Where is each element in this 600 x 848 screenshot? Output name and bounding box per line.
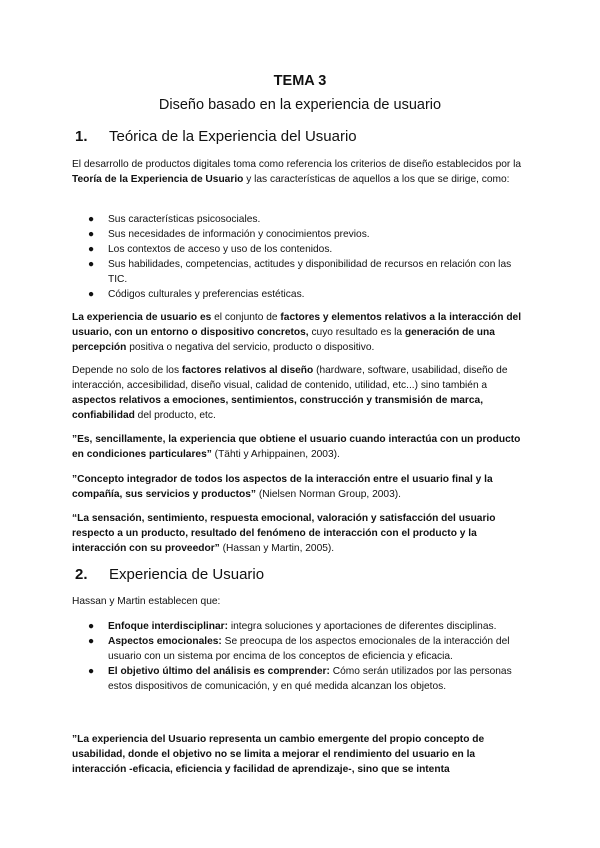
section-1-title: Teórica de la Experiencia del Usuario [109, 128, 357, 145]
closing-quote: ”La experiencia del Usuario representa un cambio emergente del propio concepto de usabilidad, donde el objetivo no se limita a mejorar el rendimiento del usuario en la interacción -eficacia, eficiencia y facilidad de aprendizaje-, sino que se intenta [72, 734, 485, 775]
list-item [72, 257, 522, 287]
section-2-title: Experiencia de Usuario [109, 566, 265, 583]
section-1-intro [72, 157, 522, 187]
bullet-icon: ● [88, 636, 95, 647]
list-item [72, 227, 522, 242]
plain-text: Depende no solo de los [72, 365, 182, 376]
bold-text: factores relativos al diseño [181, 365, 314, 376]
intro-text-1: El desarrollo de productos digitales toma como referencia los criterios de diseño establecidos por la [72, 159, 522, 170]
quote-nielsen [72, 472, 522, 502]
bullet-icon: ● [88, 289, 95, 300]
list-item-text: Sus habilidades, competencias, actitudes y disponibilidad de recursos en relación con las TIC. [108, 259, 512, 285]
bullet-icon: ● [88, 621, 95, 632]
plain-text: (hardware, software, usabilidad, diseño de interacción, accesibilidad, diseño visual, calidad de contenido, utilidad, etc...) sino también a [72, 365, 508, 391]
bold-text: generación de una percepción [72, 327, 495, 353]
list-item [72, 634, 522, 664]
quote-text: “La sensación, sentimiento, respuesta emocional, valoración y satisfacción del usuario respecto a un producto, resultado del fenómeno de interacción con el producto y la interacción con su proveedor” [72, 513, 496, 554]
document-title: TEMA 3 [273, 73, 327, 89]
section-1-bullet-list [72, 212, 522, 302]
list-item [72, 619, 522, 634]
list-item-text: Sus necesidades de información y conocimientos previos. [108, 229, 370, 240]
bullet-icon: ● [88, 259, 95, 270]
plain-text: del producto, etc. [134, 410, 216, 421]
list-item-bold: El objetivo último del análisis es comprender: [108, 666, 330, 677]
quote-hassan [72, 511, 522, 556]
list-item-bold: Enfoque interdisciplinar: [108, 621, 228, 632]
intro-text-2: y las características de aquellos a los que se dirige, como: [243, 174, 510, 185]
plain-text: el conjunto de [211, 312, 281, 323]
section-1-heading [75, 128, 357, 145]
plain-text: cuyo resultado es la [308, 327, 405, 338]
ux-definition-paragraph [72, 310, 522, 355]
list-item [72, 287, 522, 302]
bullet-icon: ● [88, 666, 95, 677]
list-item [72, 664, 522, 694]
bold-text: factores y elementos relativos a la interacción del usuario, con un entorno o dispositivo concretos, [72, 312, 522, 338]
bold-text: La experiencia de usuario es [72, 312, 212, 323]
list-item-text: Los contextos de acceso y uso de los contenidos. [108, 244, 333, 255]
section-2-heading [75, 566, 264, 583]
list-item [72, 212, 522, 227]
list-item-text: Códigos culturales y preferencias estéticas. [108, 289, 305, 300]
quote-text: ”Es, sencillamente, la experiencia que obtiene el usuario cuando interactúa con un producto en condiciones particulares” [72, 434, 521, 460]
intro-bold: Teoría de la Experiencia de Usuario [72, 174, 244, 185]
list-item-text: Cómo serán utilizados por las personas estos dispositivos de comunicación, y en qué medida alcanzan los objetos. [108, 666, 512, 692]
section-2-intro: Hassan y Martin establecen que: [72, 596, 221, 607]
list-item-text: integra soluciones y aportaciones de diferentes disciplinas. [228, 621, 497, 632]
section-1-number: 1. [75, 128, 88, 145]
list-item-text: Sus características psicosociales. [108, 214, 261, 225]
section-2-number: 2. [75, 566, 88, 583]
design-factors-paragraph [72, 363, 522, 423]
quote-tahti [72, 432, 522, 462]
list-item-text: Se preocupa de los aspectos emocionales de la interacción del usuario con un sistema por encima de los conceptos de eficiencia y eficacia. [108, 636, 510, 662]
section-2-bullet-list [72, 619, 522, 694]
list-item-bold: Aspectos emocionales: [108, 636, 222, 647]
quote-citation: (Tähti y Arhippainen, 2003). [211, 449, 340, 460]
quote-text: ”Concepto integrador de todos los aspectos de la interacción entre el usuario final y la compañía, sus servicios y productos” [72, 474, 493, 500]
document-subtitle: Diseño basado en la experiencia de usuario [158, 97, 442, 113]
bold-text: aspectos relativos a emociones, sentimientos, construcción y transmisión de marca, confiabilidad [72, 395, 484, 421]
plain-text: positiva o negativa del servicio, producto o dispositivo. [126, 342, 375, 353]
bullet-icon: ● [88, 229, 95, 240]
list-item [72, 242, 522, 257]
quote-citation: (Nielsen Norman Group, 2003). [256, 489, 401, 500]
quote-citation: (Hassan y Martin, 2005). [219, 543, 335, 554]
bullet-icon: ● [88, 214, 95, 225]
bullet-icon: ● [88, 244, 95, 255]
